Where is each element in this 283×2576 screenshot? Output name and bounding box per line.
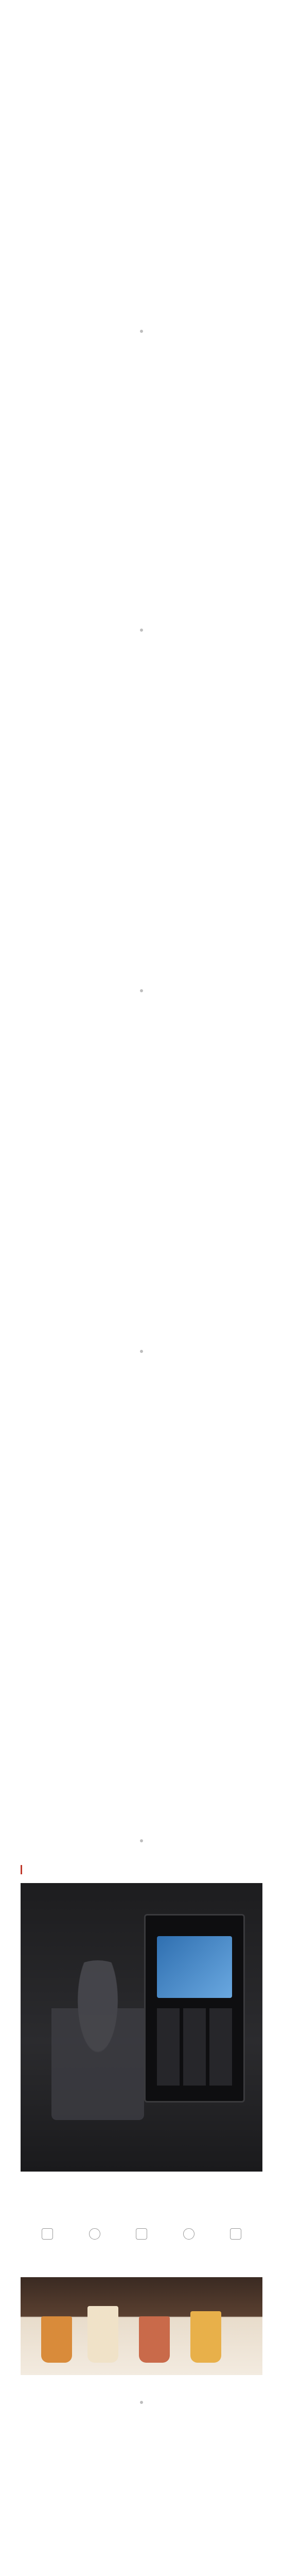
product-photo xyxy=(21,2277,262,2375)
vending-machine-graphic xyxy=(144,1914,245,2103)
paragraph-10 xyxy=(21,659,262,711)
paragraph-15 xyxy=(21,1020,262,1072)
paragraph-text xyxy=(21,1154,262,1164)
drink-cup xyxy=(139,2316,170,2363)
paragraph-23 xyxy=(21,1566,262,1618)
paragraph-8 xyxy=(21,495,262,546)
promo-banner[interactable] xyxy=(21,1883,262,2172)
paragraph-text xyxy=(21,495,262,505)
drink-cup xyxy=(87,2306,118,2363)
paragraph-text xyxy=(21,1082,262,1092)
paragraph-text xyxy=(21,721,262,732)
feature-item-1[interactable] xyxy=(31,2228,64,2259)
paragraph-text xyxy=(21,361,262,371)
paragraph-20 xyxy=(21,1381,262,1432)
person-silhouette xyxy=(51,1960,144,2120)
paragraph-text xyxy=(21,422,262,433)
paragraph-6 xyxy=(21,361,262,412)
paragraph-text xyxy=(21,1216,262,1226)
section-tag xyxy=(21,1865,47,1874)
divider-dot xyxy=(140,1839,143,1842)
promo-subcaption xyxy=(21,2202,262,2213)
vending-machine-shelves xyxy=(157,2008,232,2086)
vending-machine-screen xyxy=(157,1936,232,1998)
divider-dot xyxy=(140,1350,143,1353)
paragraph-14 xyxy=(21,917,262,969)
paragraph-24 xyxy=(21,1628,262,1690)
paragraph-text xyxy=(21,855,262,866)
divider-dot xyxy=(140,629,143,632)
paragraph-text xyxy=(21,659,262,670)
paragraph-13 xyxy=(21,855,262,907)
paragraph-text xyxy=(21,917,262,927)
paragraph-text xyxy=(21,258,262,268)
paragraph-3 xyxy=(21,134,262,185)
feature-5-icon xyxy=(230,2228,241,2240)
paragraph-26 xyxy=(21,1762,262,1814)
paragraph-16 xyxy=(21,1082,262,1144)
paragraph-text xyxy=(21,1443,262,1453)
feature-1-icon xyxy=(42,2228,53,2240)
paragraph-text xyxy=(21,1381,262,1391)
paragraph-text xyxy=(21,134,262,144)
drink-cup xyxy=(41,2316,72,2363)
paragraph-9 xyxy=(21,556,262,608)
banner-headline xyxy=(31,2138,252,2167)
paragraph-text xyxy=(21,1628,262,1638)
paragraph-text xyxy=(21,1762,262,1772)
paragraph-text xyxy=(21,1504,262,1515)
paragraph-11 xyxy=(21,721,262,783)
banner-logo-text xyxy=(31,2120,252,2134)
feature-4-icon xyxy=(183,2228,194,2240)
paragraph-5 xyxy=(21,258,262,309)
paragraph-7 xyxy=(21,422,262,484)
promo-caption xyxy=(21,2187,262,2200)
paragraph-22 xyxy=(21,1504,262,1556)
divider-dot xyxy=(140,2401,143,2404)
divider-dot xyxy=(140,989,143,992)
feature-2-icon xyxy=(89,2228,100,2240)
feature-item-4[interactable] xyxy=(172,2228,205,2259)
feature-icon-row xyxy=(31,2228,252,2259)
divider-dot xyxy=(140,330,143,333)
paragraph-text xyxy=(21,1700,262,1710)
drink-cup xyxy=(190,2311,221,2363)
paragraph-text xyxy=(21,1020,262,1030)
paragraph-text xyxy=(21,1566,262,1577)
paragraph-12 xyxy=(21,793,262,845)
paragraph-text xyxy=(21,1278,262,1288)
paragraph-17 xyxy=(21,1154,262,1206)
feature-3-icon xyxy=(136,2228,147,2240)
paragraph-text xyxy=(21,556,262,567)
feature-item-2[interactable] xyxy=(78,2228,111,2259)
feature-item-3[interactable] xyxy=(125,2228,158,2259)
paragraph-text xyxy=(21,21,262,31)
paragraph-18 xyxy=(21,1216,262,1267)
paragraph-text xyxy=(21,196,262,206)
paragraph-21 xyxy=(21,1443,262,1494)
paragraph-2 xyxy=(21,72,262,124)
paragraph-19 xyxy=(21,1278,262,1329)
paragraph-text xyxy=(21,793,262,804)
paragraph-4 xyxy=(21,196,262,247)
paragraph-text xyxy=(21,72,262,82)
feature-item-5[interactable] xyxy=(219,2228,252,2259)
paragraph-1 xyxy=(21,21,262,62)
paragraph-25 xyxy=(21,1700,262,1752)
